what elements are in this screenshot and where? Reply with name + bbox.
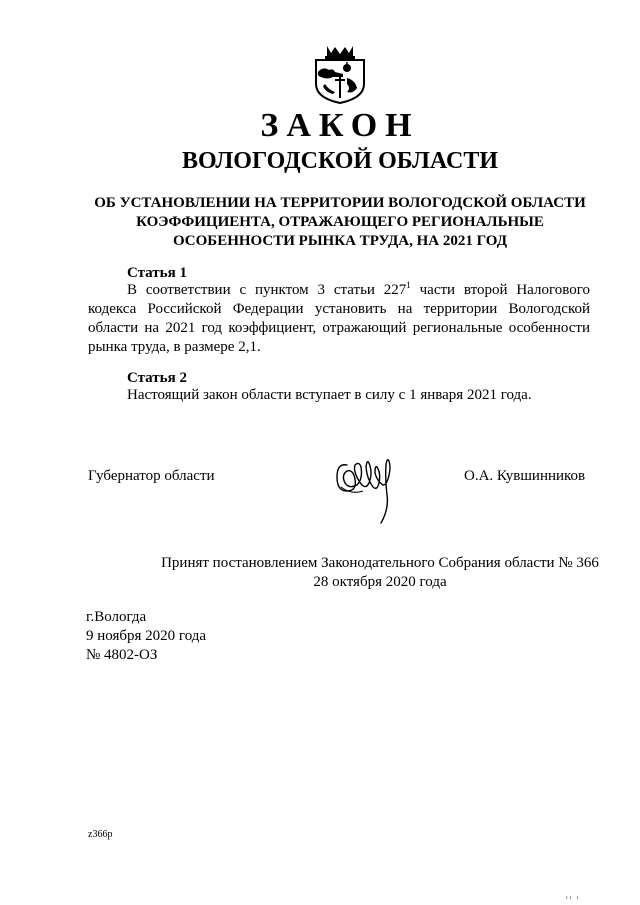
article-1-line: области на 2021 год коэффициент, отражающий региональные особенности	[88, 320, 590, 336]
governor-label: Губернатор области	[88, 468, 215, 484]
article-1-line: рынка труда, в размере 2,1.	[88, 339, 261, 355]
adoption-date: 28 октября 2020 года	[313, 574, 447, 590]
signing-details	[86, 608, 206, 665]
article-1-text: части второй Налогового	[410, 282, 590, 298]
law-subject-heading	[80, 194, 600, 251]
handwritten-signature-icon	[333, 449, 401, 529]
document-region: ВОЛОГОДСКОЙ ОБЛАСТИ	[181, 148, 499, 174]
article-1-title: Статья 1	[127, 265, 187, 281]
scan-marks: ıı ı	[566, 895, 581, 901]
article-1-line	[88, 281, 590, 300]
article-1-line: кодекса Российской Федерации установить на территории Вологодской	[88, 301, 590, 317]
law-subject-line: ОСОБЕННОСТИ РЫНКА ТРУДА, НА 2021 ГОД	[172, 233, 508, 249]
article-1-text: В соответствии с пунктом 3 статьи 227	[127, 282, 407, 298]
document-code: z366p	[88, 829, 113, 840]
law-subject-line: ОБ УСТАНОВЛЕНИИ НА ТЕРРИТОРИИ ВОЛОГОДСКОЙ ОБЛАСТИ	[94, 195, 586, 211]
adoption-note	[80, 554, 640, 592]
signing-date: 9 ноября 2020 года	[86, 628, 207, 644]
law-subject-line: КОЭФФИЦИЕНТА, ОТРАЖАЮЩЕГО РЕГИОНАЛЬНЫЕ	[136, 214, 544, 230]
adoption-line: Принят постановлением Законодательного Собрания области № 366	[161, 555, 599, 571]
vologda-coat-of-arms-icon	[313, 44, 367, 104]
signing-place: г.Вологда	[86, 609, 147, 625]
superscript-index: 1	[406, 280, 411, 290]
article-2-body: Настоящий закон области вступает в силу с 1 января 2021 года.	[127, 387, 532, 403]
document-title: ЗАКОН	[260, 107, 420, 144]
law-number: № 4802-ОЗ	[86, 647, 158, 663]
governor-name: О.А. Кувшинников	[464, 468, 586, 484]
article-2-title: Статья 2	[127, 370, 187, 386]
article-1-body	[88, 281, 590, 357]
